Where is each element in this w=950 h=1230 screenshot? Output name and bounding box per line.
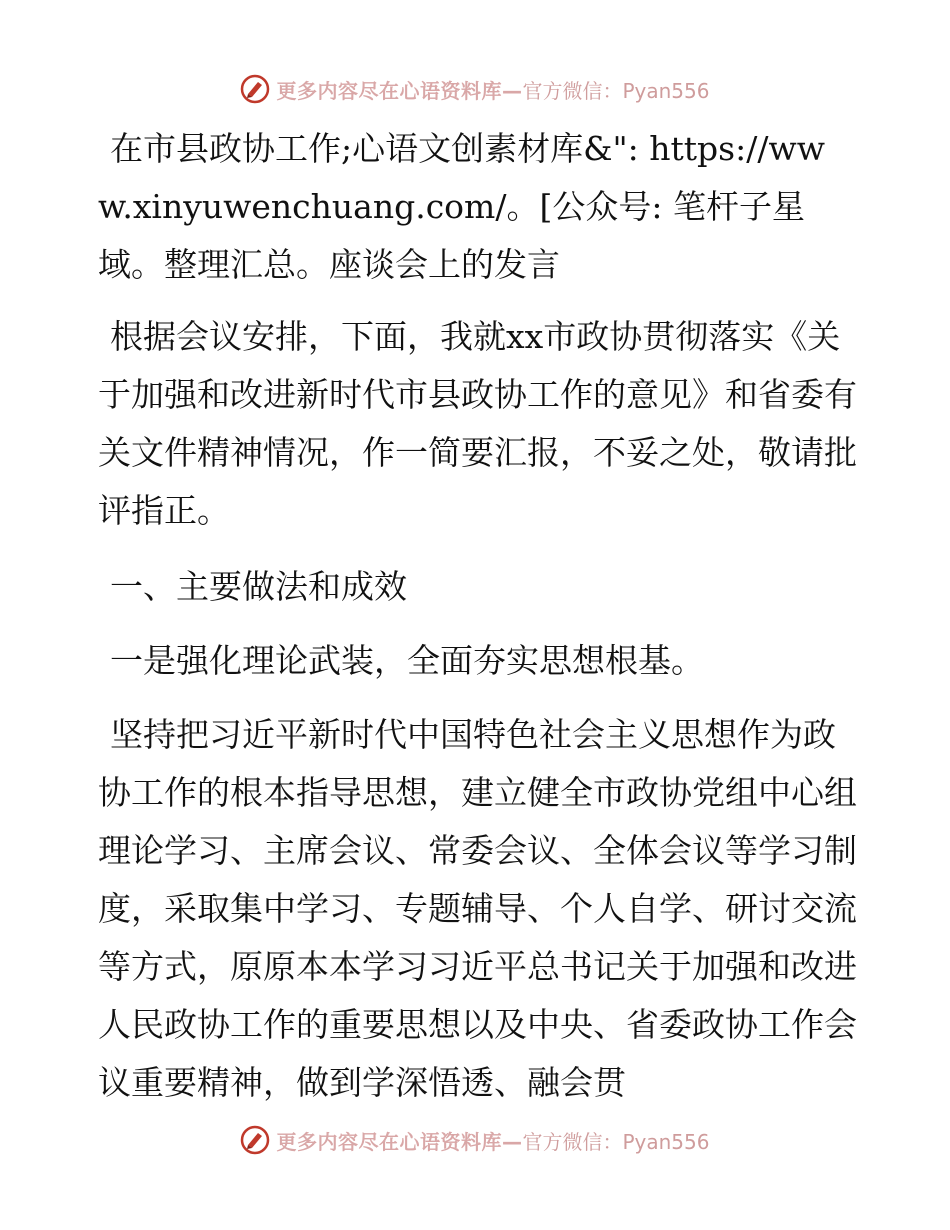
- opening-paragraph: 根据会议安排，下面，我就xx市政协贯彻落实《关于加强和改进新时代市县政协工作的意见》和省委有关文件精神情况，作一简要汇报，不妥之处，敬请批评指正。: [98, 317, 857, 530]
- watermark-header: [0, 72, 950, 106]
- document-body: [98, 120, 858, 1130]
- body-paragraph: 坚持把习近平新时代中国特色社会主义思想作为政协工作的根本指导思想，建立健全市政协党组中心组理论学习、主席会议、常委会议、全体会议等学习制度，采取集中学习、专题辅导、个人自学、研讨交流等方式，原原本本学习习近平总书记关于加强和改进人民政协工作的重要思想以及中央、省委政协工作会议重要精神，做到学深悟透、融会贯: [98, 715, 857, 1102]
- watermark-brand-text: 更多内容尽在心语资料库—: [276, 1129, 523, 1154]
- section-heading: 一、主要做法和成效: [110, 567, 407, 606]
- pen-logo-icon: [240, 74, 270, 104]
- watermark-brand-text: 更多内容尽在心语资料库—: [276, 78, 523, 103]
- pen-logo-icon: [240, 1125, 270, 1155]
- watermark-footer: [0, 1123, 950, 1157]
- watermark-contact-text: 官方微信：Pyan556: [522, 1129, 710, 1154]
- intro-paragraph: 在市县政协工作;心语文创素材库&": https://www.xinyuwenchuang.com/。[公众号: 笔杆子星域。整理汇总。座谈会上的发言: [98, 129, 825, 284]
- watermark-contact-text: 官方微信：Pyan556: [522, 78, 710, 103]
- subsection-heading: 一是强化理论武装，全面夯实思想根基。: [110, 641, 704, 680]
